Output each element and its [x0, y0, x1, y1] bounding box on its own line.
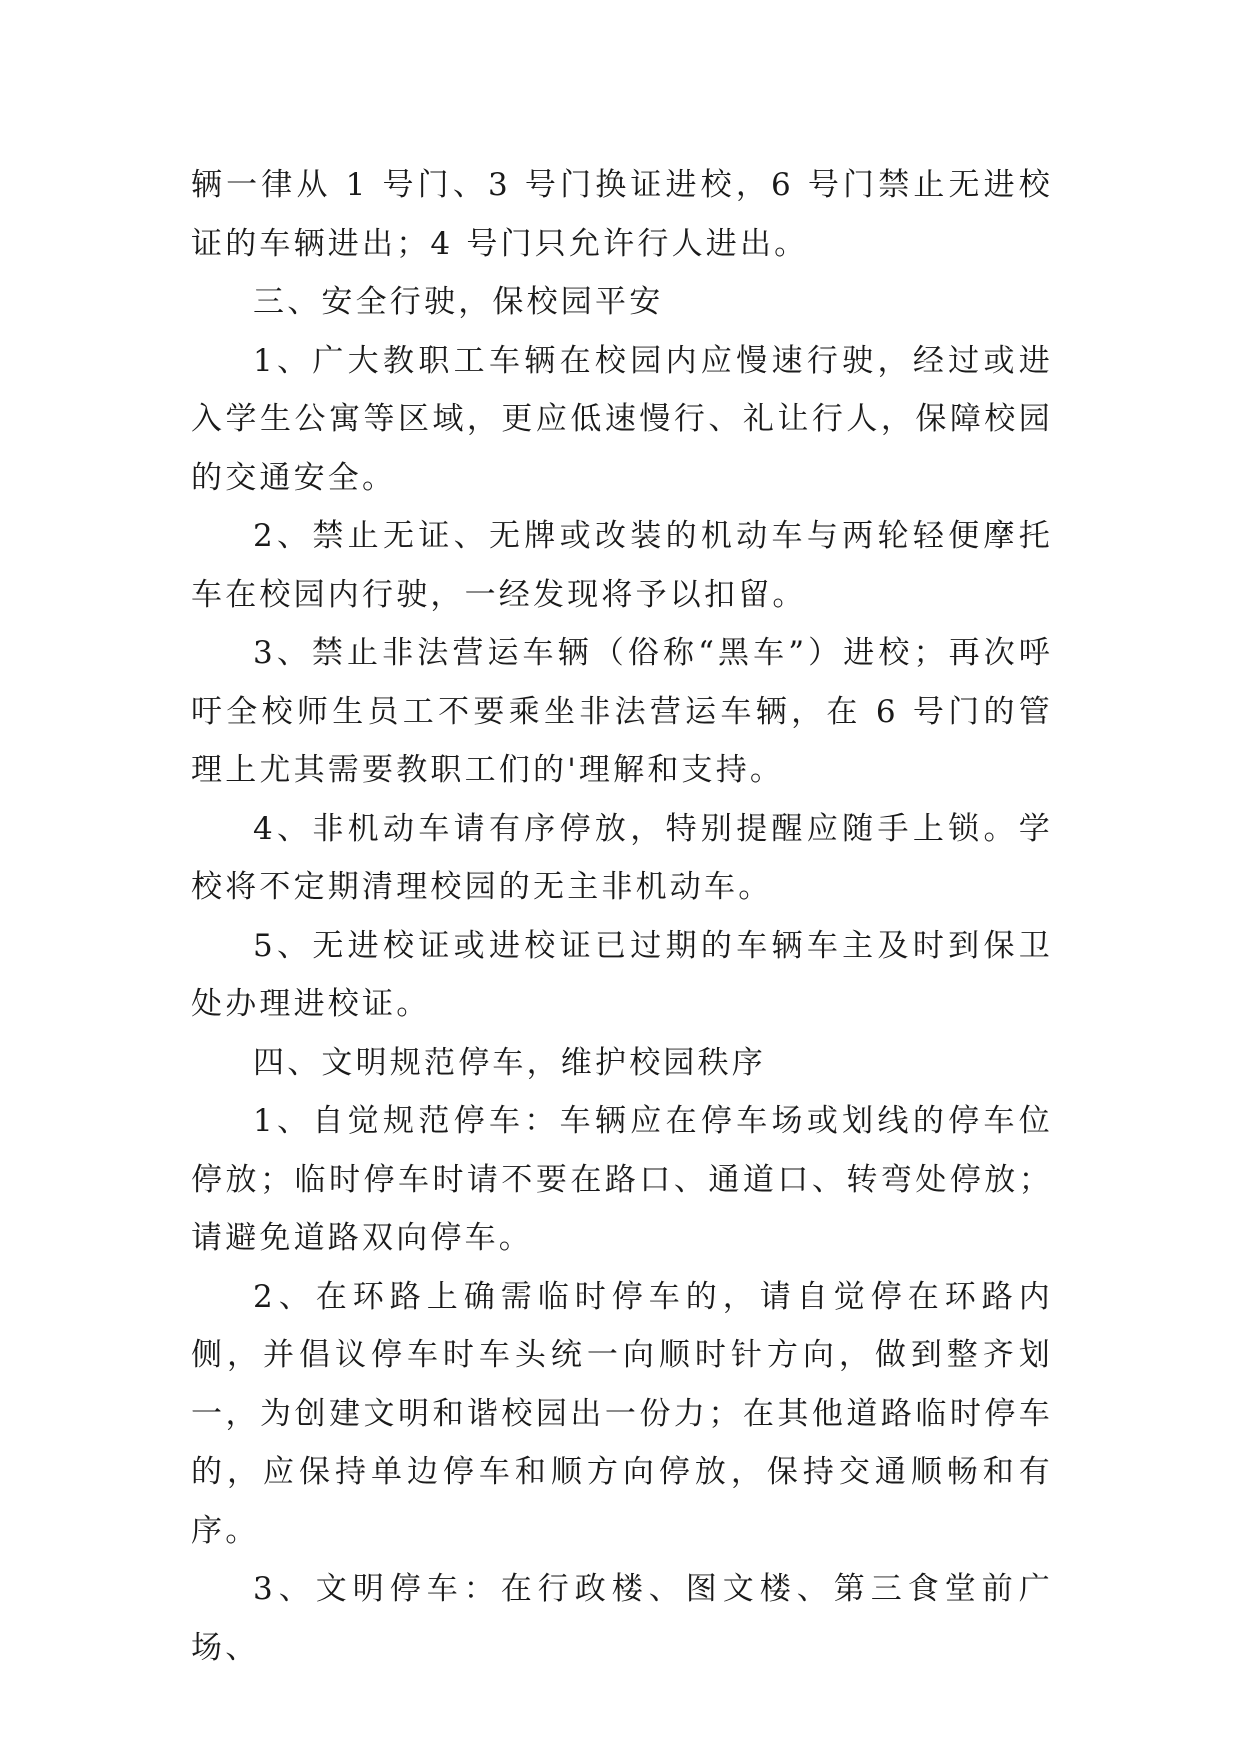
paragraph-4-2: 2、在环路上确需临时停车的，请自觉停在环路内侧，并倡议停车时车头统一向顺时针方向，做到整齐划一，为创建文明和谐校园出一份力；在其他道路临时停车的，应保持单边停车和顺方向停放，保持交通顺畅和有序。: [191, 1278, 1053, 1549]
section-heading-3: 三、安全行驶，保校园平安: [253, 284, 664, 320]
paragraph-4-1: 1、自觉规范停车：车辆应在停车场或划线的停车位停放；临时停车时请不要在路口、通道口、转弯处停放；请避免道路双向停车。: [191, 1103, 1053, 1256]
section-heading-4: 四、文明规范停车，维护校园秩序: [253, 1044, 766, 1081]
paragraph-3-4: 4、非机动车请有序停放，特别提醒应随手上锁。学校将不定期清理校园的无主非机动车。: [191, 810, 1053, 905]
paragraph-3-5: 5、无进校证或进校证已过期的车辆车主及时到保卫处办理进校证。: [191, 927, 1053, 1022]
document-body: [191, 156, 1053, 1677]
paragraph-3-3: 3、禁止非法营运车辆（俗称“黑车”）进校；再次呼吁全校师生员工不要乘坐非法营运车辆，在 6 号门的管理上尤其需要教职工们的'理解和支持。: [191, 635, 1053, 788]
paragraph-3-2: 2、禁止无证、无牌或改装的机动车与两轮轻便摩托车在校园内行驶，一经发现将予以扣留。: [191, 518, 1053, 613]
paragraph-1: 辆一律从 1 号门、3 号门换证进校，6 号门禁止无进校证的车辆进出；4 号门只允许行人进出。: [191, 167, 1053, 262]
paragraph-3-1: 1、广大教职工车辆在校园内应慢速行驶，经过或进入学生公寓等区域，更应低速慢行、礼让行人，保障校园的交通安全。: [191, 342, 1053, 496]
paragraph-4-3: 3、文明停车：在行政楼、图文楼、第三食堂前广场、: [191, 1571, 1053, 1666]
